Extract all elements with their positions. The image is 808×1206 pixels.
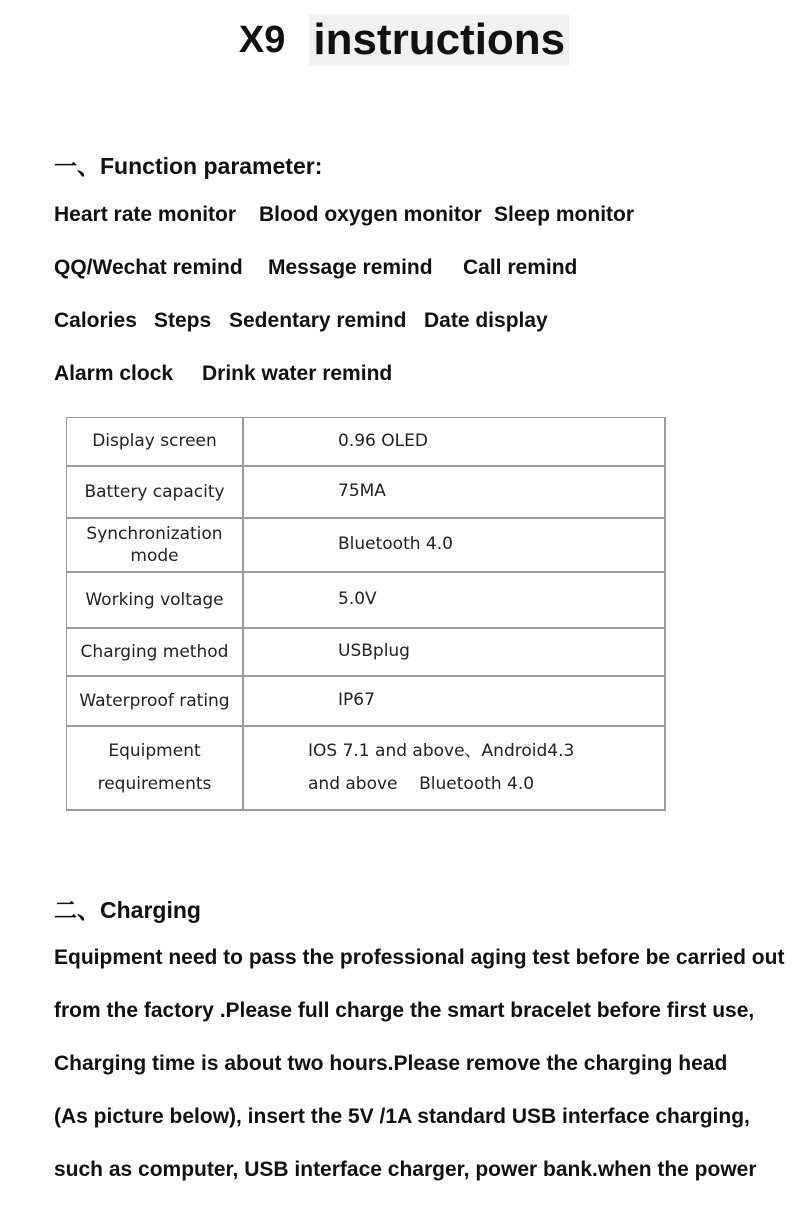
- spec-key: Equipment requirements: [67, 726, 244, 810]
- title-word: instructions: [309, 14, 569, 66]
- spec-key: Charging method: [67, 628, 244, 676]
- feature-item: Blood oxygen monitor: [259, 203, 482, 226]
- charging-text-line: such as computer, USB interface charger, power bank.when the power: [54, 1158, 757, 1181]
- title-model: X9: [238, 18, 286, 61]
- feature-item: Sedentary remind: [229, 309, 407, 332]
- spec-value: USBplug: [243, 628, 665, 676]
- feature-item: Heart rate monitor: [54, 203, 237, 226]
- spec-row-working-voltage: [67, 572, 666, 628]
- feature-item: Message remind: [268, 256, 433, 279]
- feature-item: Drink water remind: [202, 362, 393, 385]
- spec-row-battery-capacity: [67, 466, 666, 518]
- spec-value: 0.96 OLED: [243, 418, 665, 466]
- feature-item: Sleep monitor: [494, 203, 635, 226]
- charging-text-line: from the factory .Please full charge the smart bracelet before first use,: [54, 999, 755, 1022]
- spec-value: Bluetooth 4.0: [243, 518, 665, 572]
- charging-text-line: Charging time is about two hours.Please remove the charging head: [54, 1052, 728, 1075]
- spec-key: Battery capacity: [67, 466, 244, 518]
- spec-key: Synchronization mode: [67, 518, 244, 572]
- spec-key: Working voltage: [67, 572, 244, 628]
- spec-row-display-screen: [67, 418, 666, 466]
- charging-text-line: (As picture below), insert the 5V /1A standard USB interface charging,: [54, 1105, 750, 1128]
- section-heading-function-parameter: 一、Function parameter:: [54, 153, 323, 179]
- feature-item: Call remind: [463, 256, 578, 279]
- feature-item: Steps: [154, 309, 212, 332]
- spec-value: IOS 7.1 and above、Android4.3 and above Bluetooth 4.0: [243, 726, 665, 810]
- spec-key: Display screen: [67, 418, 244, 466]
- page-title: [0, 14, 808, 70]
- spec-key: Waterproof rating: [67, 676, 244, 726]
- charging-text-line: Equipment need to pass the professional aging test before be carried out: [54, 946, 785, 969]
- spec-value: IP67: [243, 676, 665, 726]
- feature-item: Date display: [424, 309, 548, 332]
- feature-item: QQ/Wechat remind: [54, 256, 243, 279]
- spec-value: 75MA: [243, 466, 665, 518]
- feature-item: Alarm clock: [54, 362, 174, 385]
- spec-value: 5.0V: [243, 572, 665, 628]
- section-heading-charging: 二、Charging: [54, 897, 201, 923]
- spec-table: [66, 417, 666, 811]
- spec-row-synchronization-mode: [67, 518, 666, 572]
- spec-row-waterproof-rating: [67, 676, 666, 726]
- spec-row-equipment-requirements: [67, 726, 666, 810]
- spec-row-charging-method: [67, 628, 666, 676]
- feature-item: Calories: [54, 309, 137, 332]
